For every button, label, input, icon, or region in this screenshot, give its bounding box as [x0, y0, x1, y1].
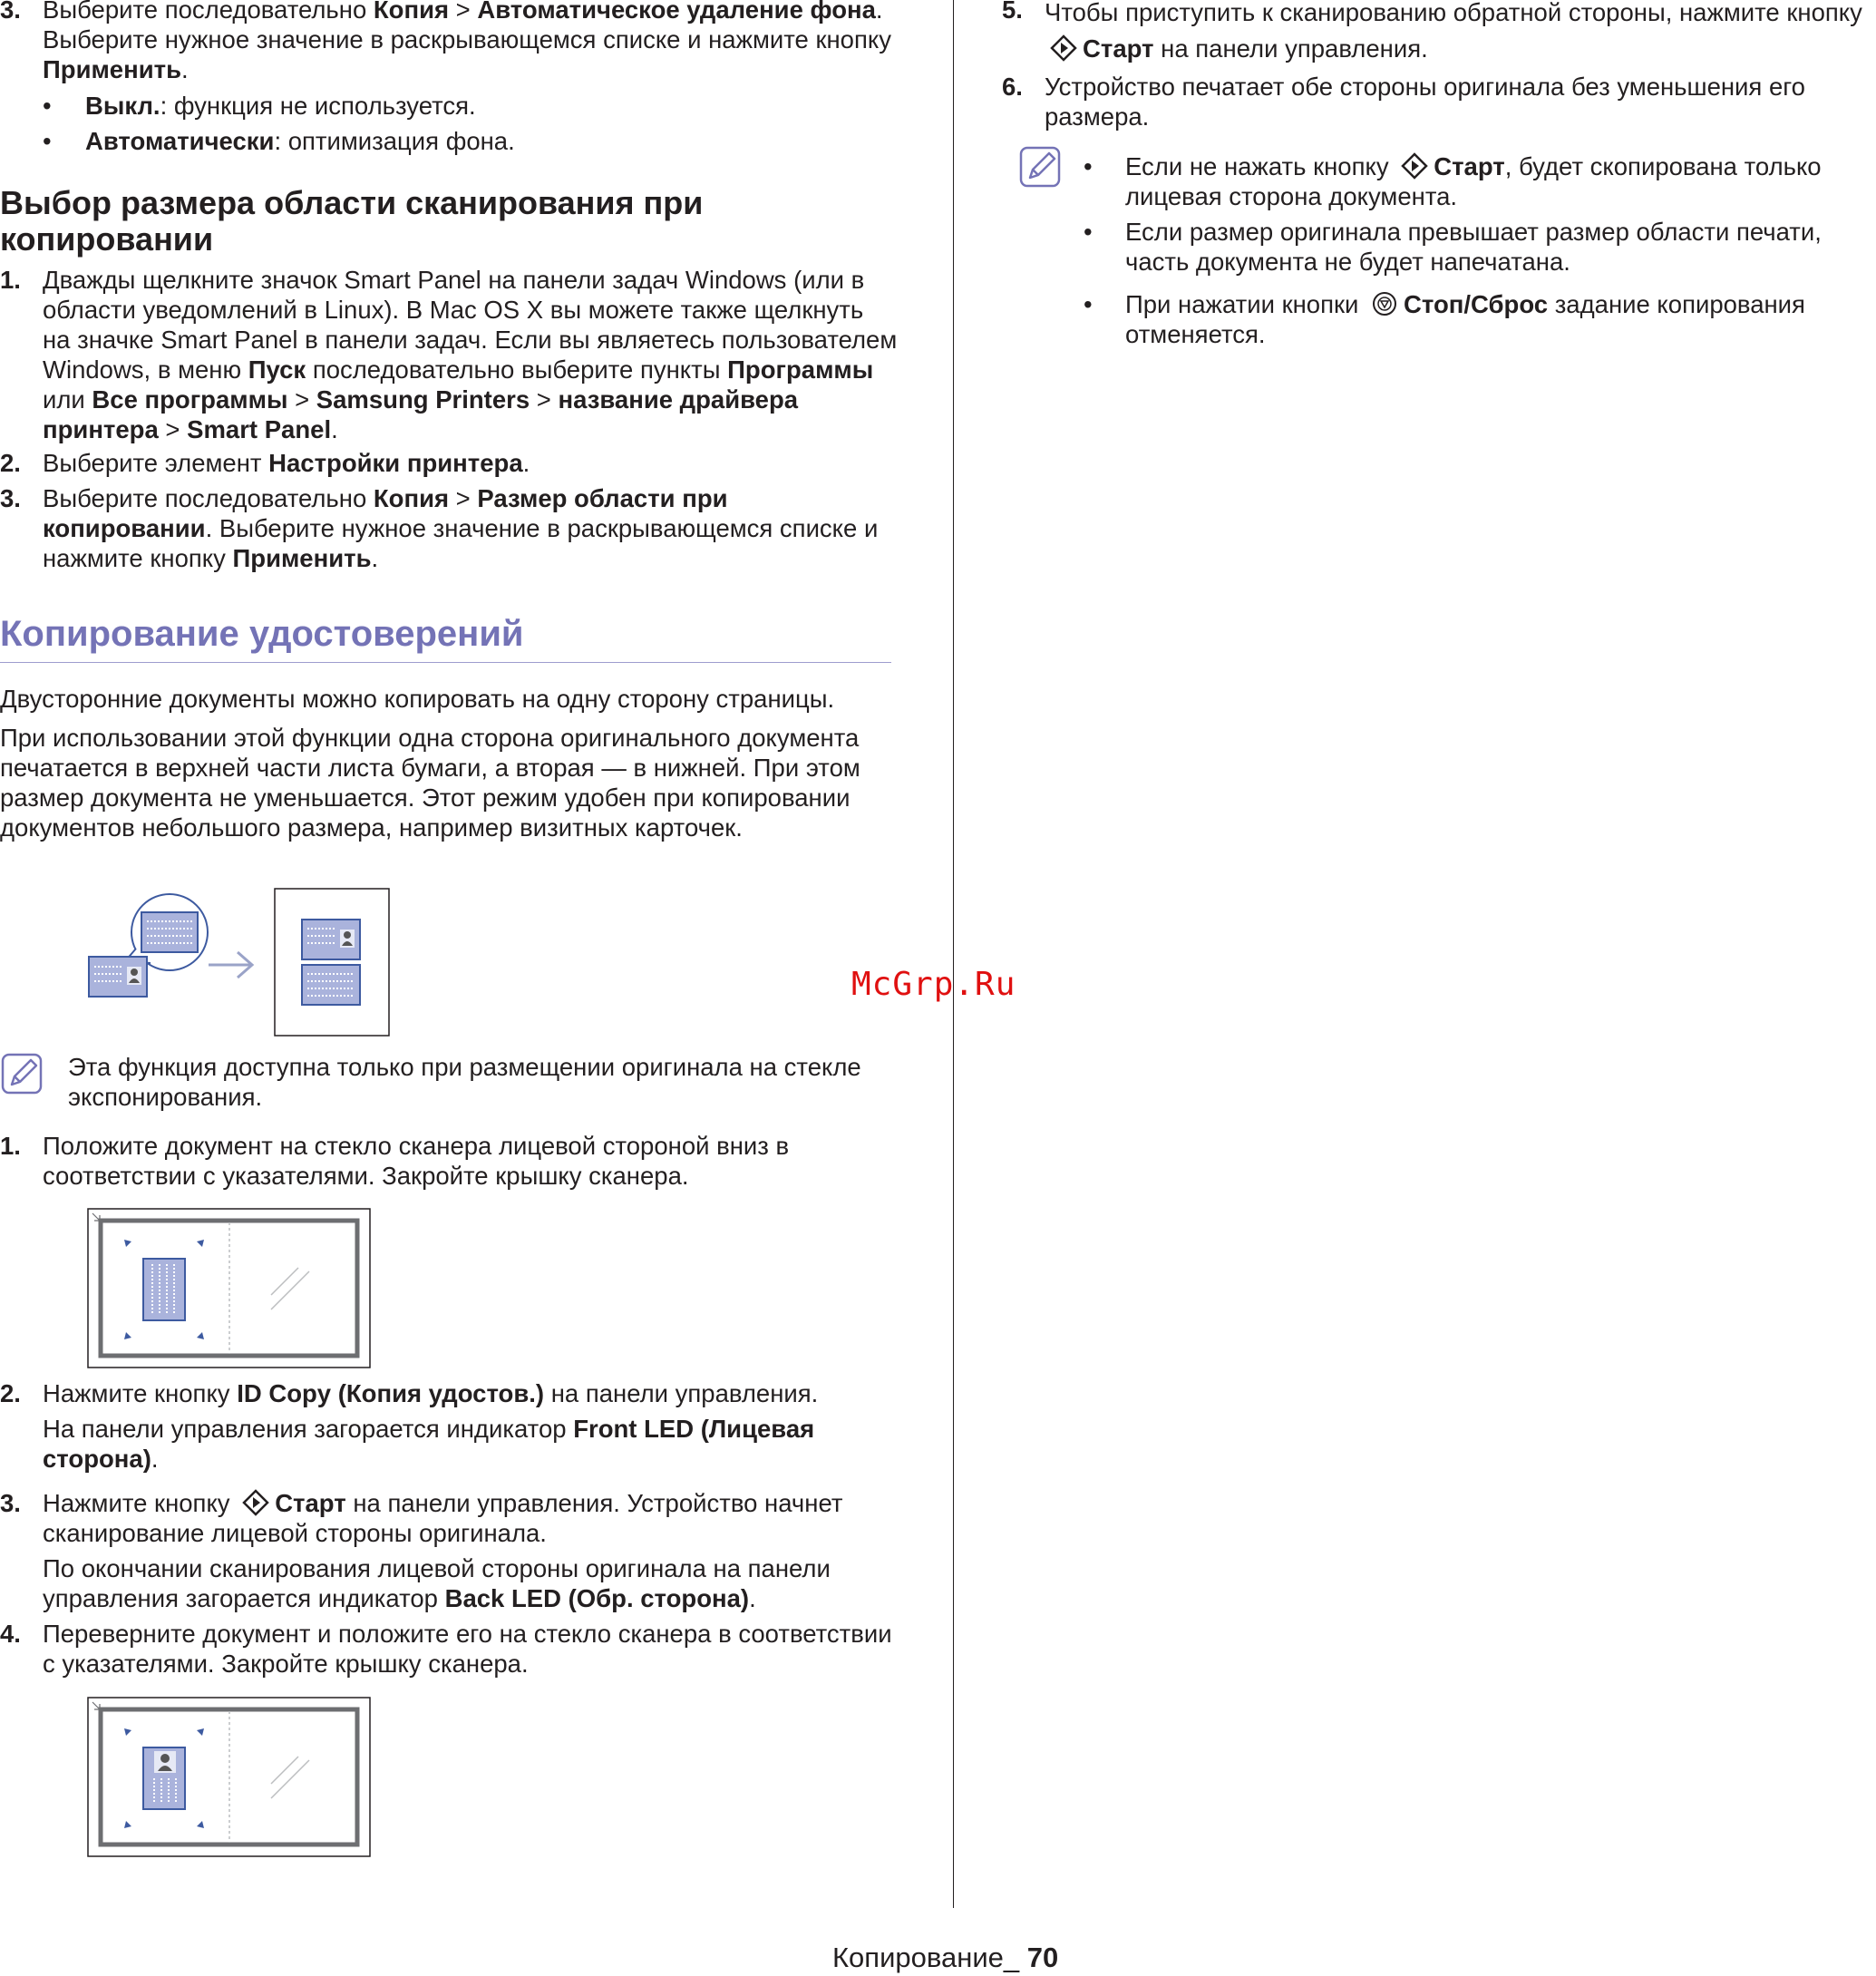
page-number: 70 — [1026, 1942, 1059, 1973]
bullet-auto: • Автоматически: оптимизация фона. — [43, 127, 515, 155]
step-5: 5. Чтобы приступить к сканированию обратной стороны, нажмите кнопку Старт на панели управления. — [1002, 0, 1862, 63]
step-6: 6. Устройство печатает обе стороны оригинала без уменьшения его размера. — [1002, 73, 1805, 131]
start-icon — [1401, 152, 1428, 180]
scanner-glass-back-illustration — [87, 1697, 371, 1857]
note-bullet-2: • Если размер оригинала превышает размер области печати, часть документа не будет напечатана. — [1084, 218, 1822, 276]
start-icon — [242, 1489, 269, 1516]
heading-rule — [0, 662, 891, 663]
note-icon — [0, 1052, 44, 1095]
id-copy-button-label: ID Copy (Копия удостов.) — [237, 1379, 545, 1407]
id-step-2: 2. Нажмите кнопку ID Copy (Копия удостов.) на панели управления. На панели управления загорается индикатор Front LED (Лицевая сторона). — [0, 1379, 819, 1473]
step-number: 3. — [0, 0, 21, 24]
scan-area-heading: Выбор размера области сканирования при копировании — [0, 184, 704, 258]
bullet-off: • Выкл.: функция не используется. — [43, 92, 476, 120]
note-text: Эта функция доступна только при размещении оригинала на стекле экспонирования. — [68, 1053, 861, 1111]
id-copy-heading: Копирование удостоверений — [0, 614, 524, 654]
note-bullet-1: • Если не нажать кнопку Старт, будет скопирована только лицевая сторона документа. — [1084, 152, 1822, 210]
id-copy-illustration — [82, 887, 394, 1037]
start-icon — [1050, 34, 1077, 62]
id-para-1: Двусторонние документы можно копировать на одну сторону страницы. — [0, 685, 835, 713]
stop-reset-icon — [1371, 290, 1398, 317]
id-para-2: При использовании этой функции одна сторона оригинального документа печатается в верхней части листа бумаги, а вторая — в нижней. При этом размер документа не уменьшается. Этот режим удобен при копировании документов небольшого размера, например визитных карточек. — [0, 724, 860, 842]
step-text: Выберите последовательно Копия > Автоматическое удаление фона. Выберите нужное значение в раскрывающемся списке и нажмите кнопку Применить. — [43, 0, 891, 83]
scan-step-3: 3. Выберите последовательно Копия > Размер области при копировании. Выберите нужное значение в раскрывающемся списке и нажмите кнопку Применить. — [0, 484, 879, 572]
note-bullet-3: • При нажатии кнопки Стоп/Сброс задание копирования отменяется. — [1084, 290, 1805, 348]
page-footer: Копирование_ 70 — [832, 1942, 1059, 1973]
scan-step-1: 1. Дважды щелкните значок Smart Panel на панели задач Windows (или в области уведомлений в Linux). В Mac OS X вы можете также щелкнуть на значке Smart Panel в панели задач. Если вы являетесь пользователем Windows, в меню Пуск последовательно выберите пункты Программы или Все программы > Samsung Printers > название драйвера принтера > Smart Panel. — [0, 266, 898, 443]
column-divider — [953, 0, 954, 1908]
id-step-1: 1. Положите документ на стекло сканера лицевой стороной вниз в соответствии с указателями. Закройте крышку сканера. — [0, 1132, 790, 1190]
scan-step-2: 2. Выберите элемент Настройки принтера. — [0, 449, 530, 477]
note-icon — [1018, 145, 1062, 189]
watermark: McGrp.Ru — [851, 966, 1016, 1003]
id-step-4: 4. Переверните документ и положите его на стекло сканера в соответствии с указателями. Закройте крышку сканера. — [0, 1620, 892, 1678]
scanner-glass-front-illustration — [87, 1208, 371, 1368]
step-3-background-removal — [0, 0, 898, 84]
id-step-3: 3. Нажмите кнопку Старт на панели управления. Устройство начнет сканирование лицевой стороны оригинала. По окончании сканирования лицевой стороны оригинала на панели управления загорается индикатор Back LED (Обр. сторона). — [0, 1489, 843, 1612]
